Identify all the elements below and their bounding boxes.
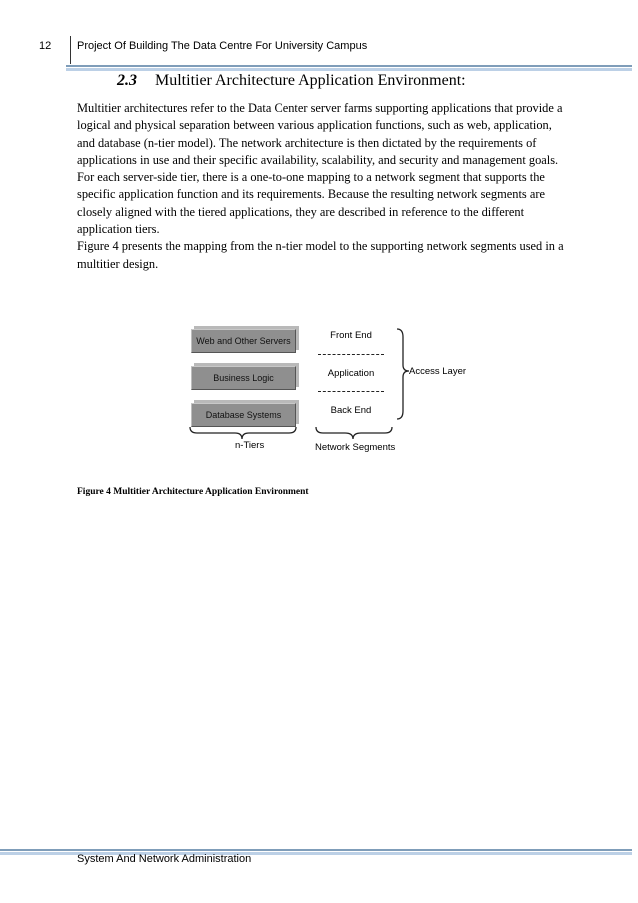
page-header bbox=[0, 0, 638, 72]
header-divider bbox=[70, 36, 71, 64]
figure-caption: Figure 4 Multitier Architecture Application Environment bbox=[77, 487, 309, 497]
segments-caption: Network Segments bbox=[315, 442, 396, 453]
tier-database-systems: Database Systems bbox=[191, 403, 296, 427]
running-title: Project Of Building The Data Centre For University Campus bbox=[77, 40, 368, 52]
footer-text: System And Network Administration bbox=[77, 853, 252, 865]
segment-back-end: Back End bbox=[330, 405, 372, 416]
access-layer-label: Access Layer bbox=[409, 366, 467, 377]
figure-brackets bbox=[185, 323, 475, 455]
segment-application: Application bbox=[327, 368, 375, 379]
paragraph-2: Figure 4 presents the mapping from the n-tier model to the supporting network segments used in a multitier design. bbox=[77, 239, 564, 271]
header-rule-shadow bbox=[66, 68, 632, 71]
paragraph-1: Multitier architectures refer to the Data Center server farms supporting applications that provide a logical and physical separation between various application functions, such as web, application, and database (n-tier model). The network architecture is then dictated by the requirements of applications in use and their specific availability, scalability, and security and management goals. For each server-side tier, there is a one-to-one mapping to a network segment that supports the specific application function and its requirements. Because the resulting network segments are closely aligned with the tiered applications, they are described in reference to the different application tiers. bbox=[77, 101, 563, 237]
body-text bbox=[77, 100, 567, 273]
footer-rule bbox=[0, 849, 632, 851]
tier-web-servers: Web and Other Servers bbox=[191, 329, 296, 353]
tier-business-logic: Business Logic bbox=[191, 366, 296, 390]
section-number: 2.3 bbox=[117, 72, 137, 89]
tiers-caption: n-Tiers bbox=[235, 440, 265, 451]
segment-front-end: Front End bbox=[330, 330, 372, 341]
section-title: Multitier Architecture Application Environment: bbox=[155, 72, 466, 89]
header-rule bbox=[66, 65, 632, 67]
page-number: 12 bbox=[39, 40, 52, 52]
section-heading bbox=[117, 72, 466, 90]
figure-ntier-diagram bbox=[185, 323, 475, 455]
